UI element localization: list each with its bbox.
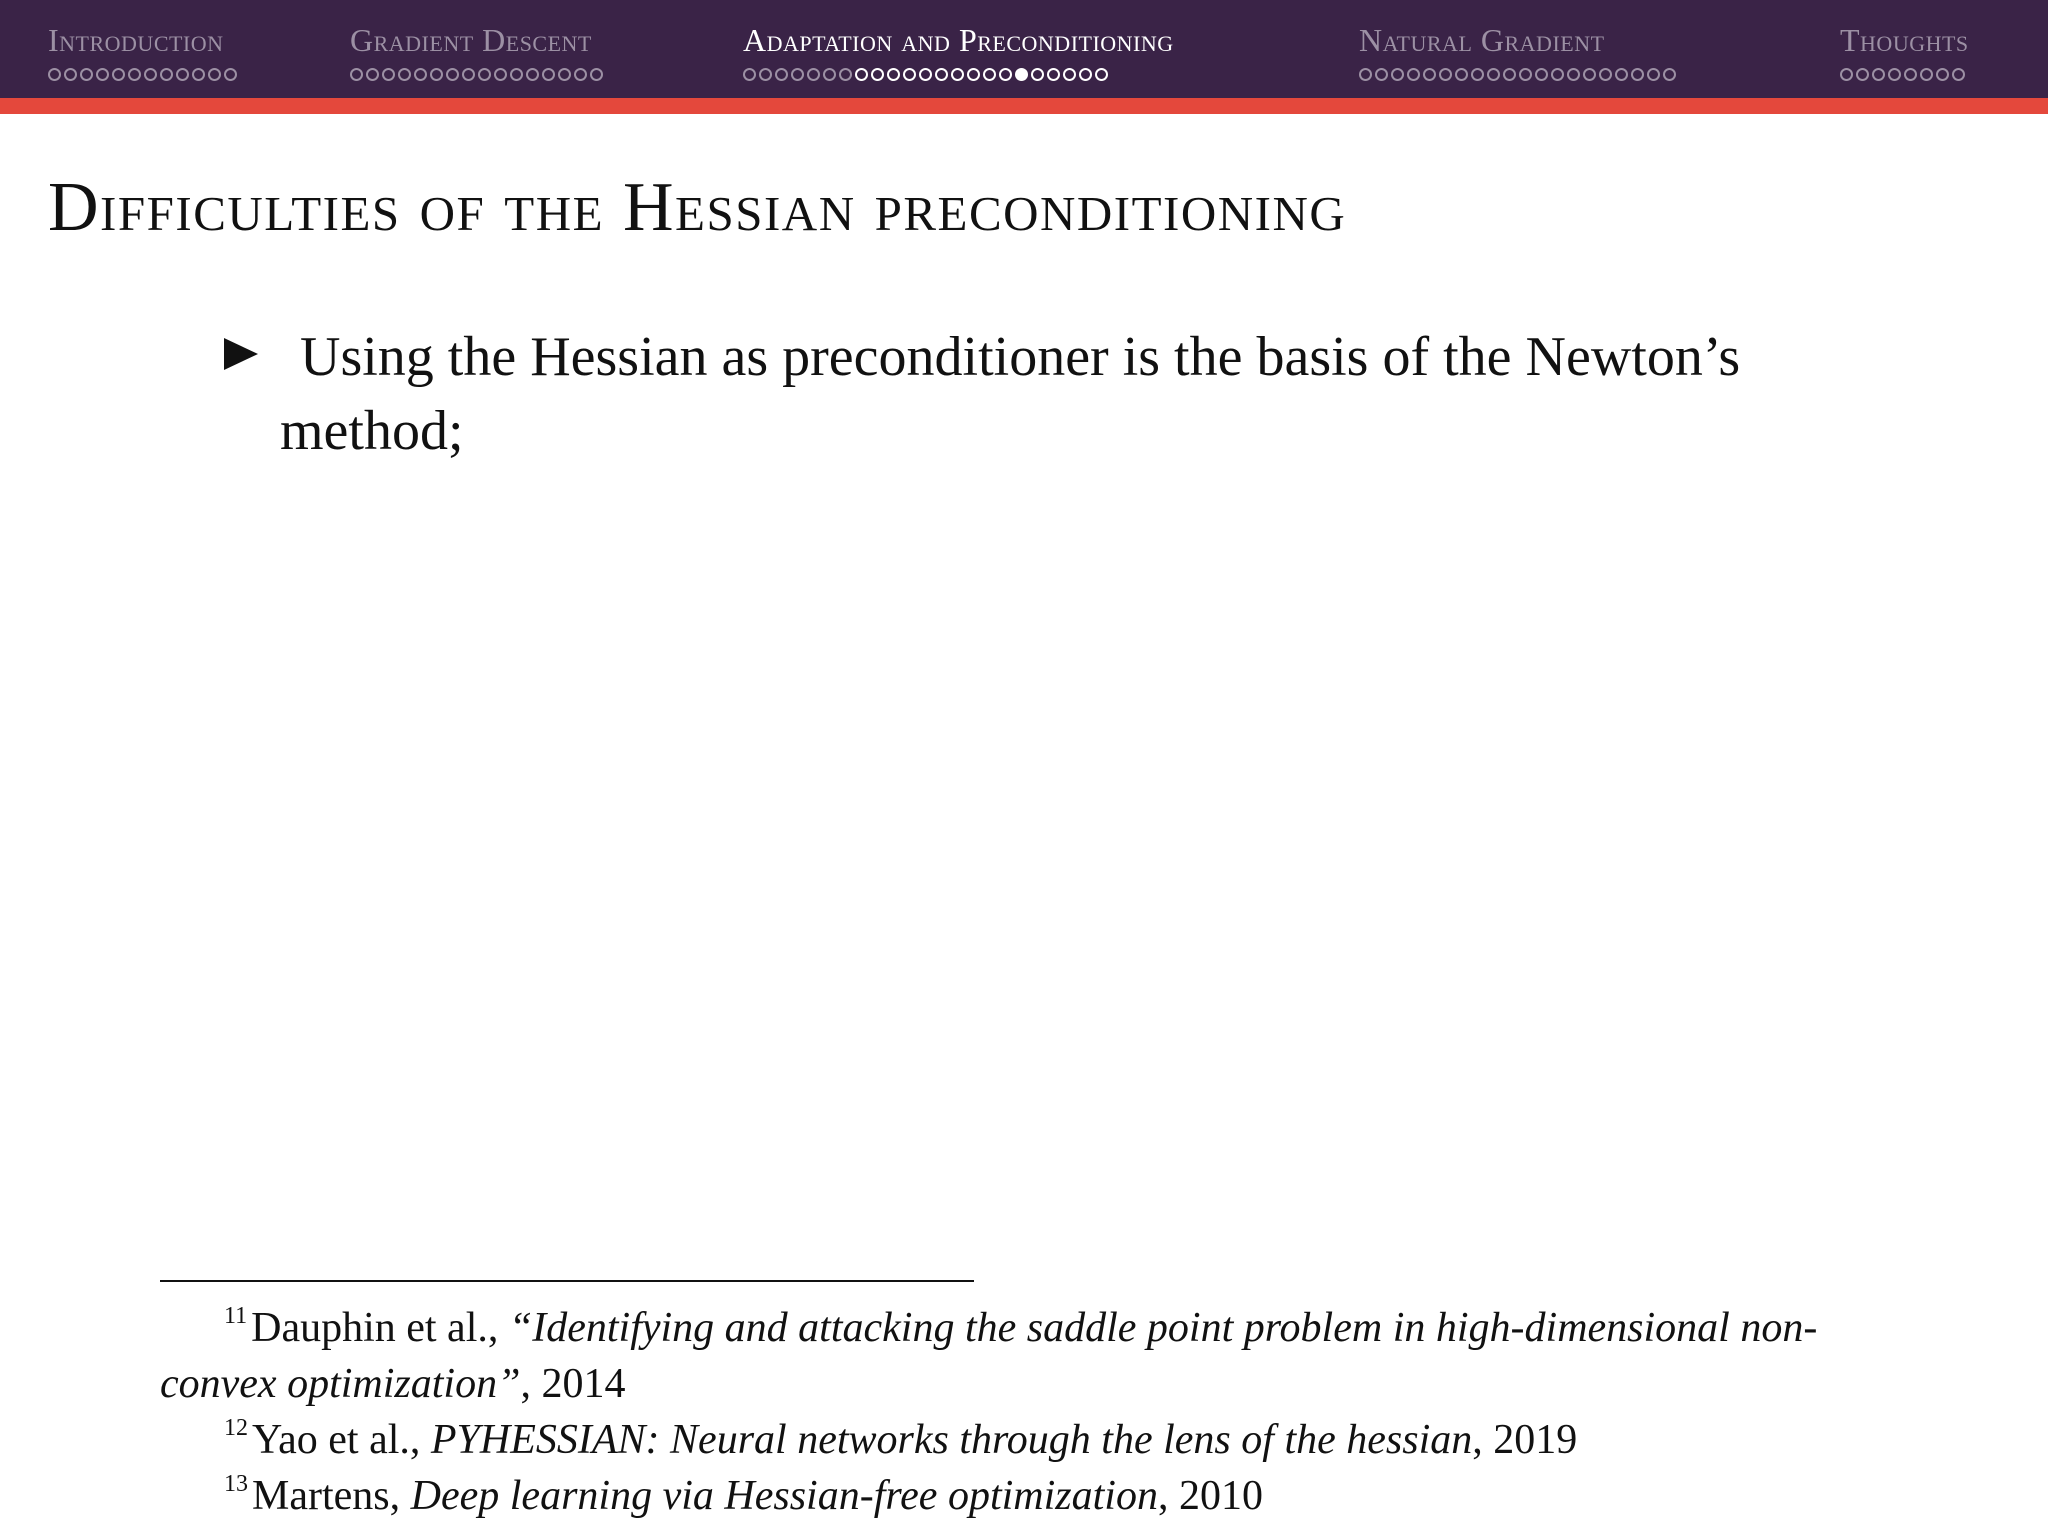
navigation-bar [0,0,2048,98]
bullet-text: Using the Hessian as preconditioner is the basis of the Newton’s method; [280,326,1741,462]
nav-dot[interactable] [160,68,173,81]
nav-dot[interactable] [478,68,491,81]
slide-title: Difficulties of the Hessian preconditioning [48,169,1347,246]
nav-dot[interactable] [526,68,539,81]
nav-dot[interactable] [574,68,587,81]
nav-dot[interactable] [1439,68,1452,81]
nav-dot[interactable] [1359,68,1372,81]
nav-dot[interactable] [208,68,221,81]
nav-dot[interactable] [494,68,507,81]
nav-dot-current[interactable] [1015,68,1028,81]
nav-dot[interactable] [839,68,852,81]
nav-progress-dots [743,68,1108,81]
nav-dot[interactable] [1663,68,1676,81]
nav-dot[interactable] [1519,68,1532,81]
nav-dot[interactable] [1031,68,1044,81]
nav-dot[interactable] [1599,68,1612,81]
nav-dot[interactable] [1487,68,1500,81]
nav-progress-dots [48,68,237,81]
nav-dot[interactable] [903,68,916,81]
nav-progress-dots [350,68,603,81]
nav-dot[interactable] [430,68,443,81]
nav-dot[interactable] [1391,68,1404,81]
nav-dot[interactable] [144,68,157,81]
nav-dot[interactable] [823,68,836,81]
nav-dot[interactable] [791,68,804,81]
nav-dot[interactable] [48,68,61,81]
footnote [160,1412,1860,1468]
footnote-author: Yao et al., [252,1417,431,1463]
nav-dot[interactable] [1079,68,1092,81]
nav-dot[interactable] [1455,68,1468,81]
nav-dot[interactable] [1952,68,1965,81]
footnote-number: 12 [224,1415,248,1441]
triangle-bullet-icon [224,338,258,370]
nav-dot[interactable] [382,68,395,81]
nav-dot[interactable] [1583,68,1596,81]
nav-dot[interactable] [510,68,523,81]
bullet-list [224,320,1844,468]
footnote-year: , 2010 [1157,1473,1263,1519]
nav-progress-dots [1359,68,1676,81]
nav-dot[interactable] [1535,68,1548,81]
nav-dot[interactable] [350,68,363,81]
nav-dot[interactable] [1095,68,1108,81]
footnote [160,1468,1860,1524]
nav-dot[interactable] [1631,68,1644,81]
nav-dot[interactable] [1615,68,1628,81]
nav-section-label[interactable]: Natural Gradient [1359,22,1605,58]
nav-section-label[interactable]: Gradient Descent [350,22,592,58]
nav-dot[interactable] [887,68,900,81]
nav-dot[interactable] [967,68,980,81]
nav-dot[interactable] [1567,68,1580,81]
footnote-rule [160,1280,974,1282]
footnote-year: , 2014 [520,1361,626,1407]
nav-dot[interactable] [1840,68,1853,81]
header-accent-line [0,98,2048,114]
nav-dot[interactable] [80,68,93,81]
nav-dot[interactable] [446,68,459,81]
nav-dot[interactable] [462,68,475,81]
nav-section-label[interactable]: Introduction [48,22,224,58]
nav-section-label[interactable]: Thoughts [1840,22,1969,58]
nav-dot[interactable] [1856,68,1869,81]
nav-dot[interactable] [1047,68,1060,81]
nav-dot[interactable] [743,68,756,81]
nav-dot[interactable] [558,68,571,81]
nav-dot[interactable] [951,68,964,81]
nav-dot[interactable] [1647,68,1660,81]
nav-dot[interactable] [398,68,411,81]
nav-dot[interactable] [759,68,772,81]
footnote-work: “Identifying and attacking the saddle point problem in high-dimensional non-convex optimization” [160,1305,1818,1407]
nav-dot[interactable] [807,68,820,81]
footnote-author: Martens, [252,1473,411,1519]
nav-dot[interactable] [366,68,379,81]
nav-dot[interactable] [919,68,932,81]
nav-section-label[interactable]: Adaptation and Preconditioning [743,22,1174,58]
footnote-year: , 2019 [1472,1417,1578,1463]
nav-dot[interactable] [1904,68,1917,81]
nav-dot[interactable] [1920,68,1933,81]
nav-dot[interactable] [1423,68,1436,81]
nav-dot[interactable] [1407,68,1420,81]
nav-dot[interactable] [176,68,189,81]
nav-dot[interactable] [1551,68,1564,81]
footnote-work: PYHESSIAN: Neural networks through the lens of the hessian [430,1417,1473,1463]
nav-dot[interactable] [1471,68,1484,81]
nav-dot[interactable] [590,68,603,81]
nav-dot[interactable] [871,68,884,81]
nav-dot[interactable] [999,68,1012,81]
nav-dot[interactable] [1888,68,1901,81]
nav-progress-dots [1840,68,1965,81]
nav-dot[interactable] [935,68,948,81]
nav-dot[interactable] [414,68,427,81]
nav-dot[interactable] [983,68,996,81]
nav-dot[interactable] [1503,68,1516,81]
footnote [160,1300,1860,1412]
footnote-number: 11 [224,1303,248,1329]
footnote-author: Dauphin et al., [251,1305,509,1351]
nav-dot[interactable] [855,68,868,81]
nav-dot[interactable] [542,68,555,81]
nav-dot[interactable] [96,68,109,81]
nav-dot[interactable] [1872,68,1885,81]
footnote-work: Deep learning via Hessian-free optimization [410,1473,1158,1519]
nav-dot[interactable] [128,68,141,81]
footnote-number: 13 [224,1471,248,1497]
nav-dot[interactable] [775,68,788,81]
nav-dot[interactable] [1063,68,1076,81]
nav-dot[interactable] [112,68,125,81]
nav-dot[interactable] [1375,68,1388,81]
nav-dot[interactable] [64,68,77,81]
nav-dot[interactable] [192,68,205,81]
footnotes [160,1300,1860,1524]
nav-dot[interactable] [1936,68,1949,81]
bullet-item [224,320,1844,468]
nav-dot[interactable] [224,68,237,81]
